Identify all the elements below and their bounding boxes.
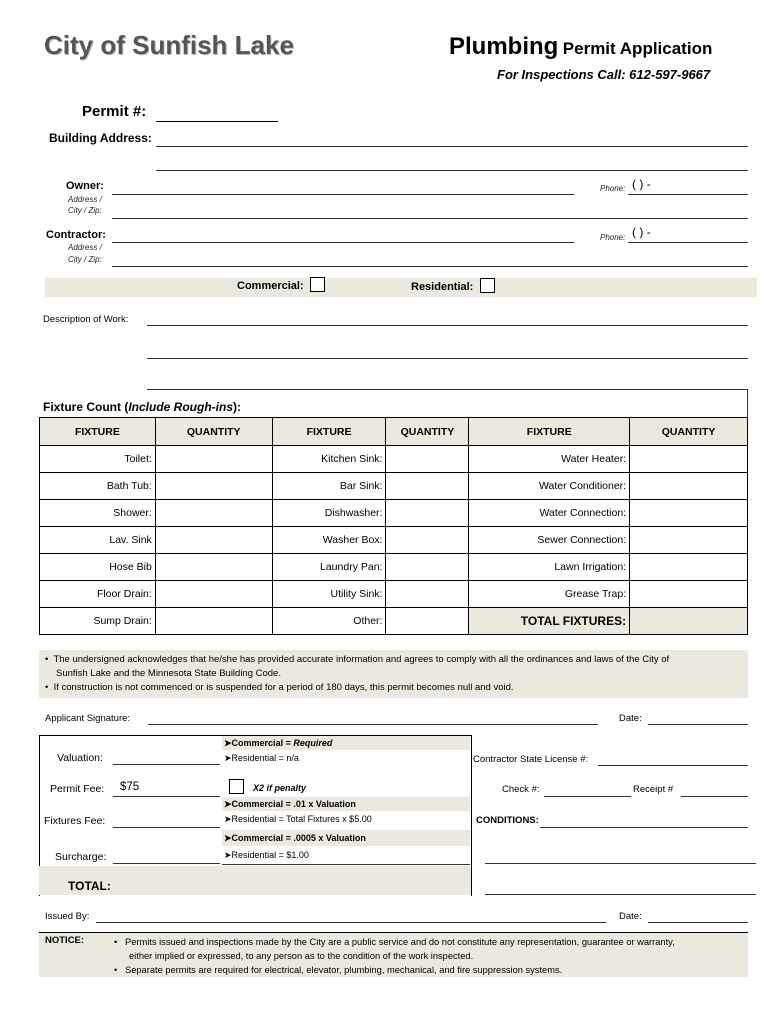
fixture-label: Lav. Sink: [40, 527, 156, 554]
license-label: Contractor State License #:: [473, 754, 589, 765]
acknowledgement-item-2: • If construction is not commenced or is suspended for a period of 180 days, this permit becomes null and void.: [45, 682, 514, 693]
notice-item-1: • Permits issued and inspections made by the City are a public service and do not constitute any representation, guarantee or warranty,: [114, 937, 675, 947]
permit-number-label: Permit #:: [82, 103, 147, 120]
quantity-cell[interactable]: [630, 527, 748, 554]
quantity-cell[interactable]: [155, 473, 272, 500]
quantity-cell[interactable]: [386, 608, 469, 635]
conditions-field-2[interactable]: [485, 863, 756, 864]
form-title-big: Plumbing: [449, 33, 559, 60]
fixture-label: Hose Bib: [40, 554, 156, 581]
penalty-checkbox[interactable]: [229, 779, 244, 794]
notice-item-2: • Separate permits are required for electrical, elevator, plumbing, mechanical, and fire suppression systems.: [114, 965, 563, 975]
acknowledgement-line-2: If construction is not commenced or is suspended for a period of 180 days, this permit becomes null and void.: [53, 682, 514, 693]
quantity-header: QUANTITY: [386, 418, 469, 446]
permit-fee-label: Permit Fee:: [50, 783, 105, 795]
quantity-cell[interactable]: [386, 554, 469, 581]
quantity-cell[interactable]: [630, 473, 748, 500]
check-label: Check #:: [502, 784, 540, 795]
fixture-label: Laundry Pan:: [272, 554, 386, 581]
surcharge-field[interactable]: [113, 863, 220, 864]
building-address-field-2[interactable]: [156, 170, 748, 171]
issued-by-label: Issued By:: [45, 911, 90, 922]
fixture-label: Utility Sink:: [272, 581, 386, 608]
fixture-label: Floor Drain:: [40, 581, 156, 608]
fixture-label: Lawn Irrigation:: [469, 554, 630, 581]
contractor-phone-label: Phone:: [600, 233, 626, 242]
fixture-count-title: [43, 400, 241, 414]
acknowledgement-item-1: • The undersigned acknowledges that he/she has provided accurate information and agrees to comply with all the ordinances and laws of the City of: [45, 654, 670, 665]
issued-date-label: Date:: [619, 911, 642, 922]
residential-label: Residential:: [411, 281, 474, 293]
city-title: City of Sunfish Lake: [44, 30, 294, 60]
table-row: [40, 473, 748, 500]
notice-item-1b: [114, 949, 754, 963]
building-address-label: Building Address:: [49, 131, 152, 145]
fixtures-note-b: Residential = Total Fixtures x $5.00: [231, 814, 372, 824]
owner-label: Owner:: [66, 180, 104, 192]
quantity-cell[interactable]: [155, 554, 272, 581]
quantity-header: QUANTITY: [155, 418, 272, 446]
fixtures-fee-label: Fixtures Fee:: [44, 815, 106, 827]
valuation-label: Valuation:: [57, 752, 103, 764]
applicant-signature-field[interactable]: [148, 724, 598, 725]
inspections-phone: For Inspections Call: 612-597-9667: [497, 67, 711, 82]
quantity-cell[interactable]: [386, 527, 469, 554]
fixture-label: Shower:: [40, 500, 156, 527]
acknowledgement-line-1b: Sunfish Lake and the Minnesota State Building Code.: [56, 668, 281, 679]
fixture-label: Sewer Connection:: [469, 527, 630, 554]
table-row: [40, 500, 748, 527]
permit-number-field[interactable]: [156, 121, 278, 122]
commercial-label: Commercial:: [237, 280, 304, 292]
quantity-cell[interactable]: [630, 500, 748, 527]
fixtures-note-residential: ➤Residential = Total Fixtures x $5.00: [224, 814, 372, 824]
quantity-cell[interactable]: [386, 581, 469, 608]
project-type-bar: [45, 278, 757, 297]
contractor-phone-field[interactable]: [628, 242, 748, 243]
notice-line-1b: either implied or expressed, to any person as to the condition of the work inspected.: [129, 951, 474, 961]
conditions-field-1[interactable]: [540, 827, 748, 828]
notice-line-1: Permits issued and inspections made by the City are a public service and do not constitute any representation, guarantee or warranty,: [125, 937, 675, 947]
fixture-title-a: Fixture Count (: [43, 400, 129, 414]
contractor-label: Contractor:: [46, 229, 106, 241]
notice-text: [114, 935, 754, 977]
receipt-label: Receipt #: [633, 784, 674, 795]
signature-date-field[interactable]: [648, 724, 748, 725]
applicant-signature-label: Applicant Signature:: [45, 713, 131, 724]
fixture-label: Other:: [272, 608, 386, 635]
owner-field[interactable]: [112, 194, 574, 195]
contractor-field[interactable]: [112, 242, 574, 243]
fixture-table: [39, 417, 748, 635]
form-title: [449, 33, 712, 61]
building-address-field[interactable]: [156, 146, 748, 147]
fixture-label: Kitchen Sink:: [272, 446, 386, 473]
commercial-checkbox[interactable]: [310, 277, 325, 292]
table-row: [40, 581, 748, 608]
form-title-rest: Permit Application: [562, 39, 713, 58]
fixtures-note-a: Commercial = .01 x Valuation: [231, 799, 356, 809]
conditions-label: CONDITIONS:: [476, 815, 539, 826]
contractor-address-label-2: City / Zip:: [68, 255, 102, 264]
table-row: [40, 554, 748, 581]
description-box-edge: [747, 390, 748, 417]
total-label: TOTAL:: [68, 879, 111, 893]
valuation-note-commercial: ➤Commercial = Required: [224, 738, 333, 748]
fixture-label: Water Conditioner:: [469, 473, 630, 500]
surcharge-label: Surcharge:: [55, 851, 107, 863]
owner-address-label-1: Address /: [68, 195, 102, 204]
fixture-label: Water Connection:: [469, 500, 630, 527]
description-field-3[interactable]: [147, 389, 748, 390]
fixture-header: FIXTURE: [40, 418, 156, 446]
quantity-cell[interactable]: [155, 608, 272, 635]
fixture-title-b: Include Rough-ins: [128, 400, 233, 414]
notice-line-2: Separate permits are required for electrical, elevator, plumbing, mechanical, and fire suppression systems.: [125, 965, 563, 975]
table-row: [40, 527, 748, 554]
surcharge-note-b: Residential = $1.00: [231, 850, 309, 860]
owner-address-field[interactable]: [112, 218, 748, 219]
quantity-cell[interactable]: [386, 473, 469, 500]
fixture-label: Bath Tub:: [40, 473, 156, 500]
fixture-label: Bar Sink:: [272, 473, 386, 500]
table-row: [40, 608, 748, 635]
fixture-header: FIXTURE: [272, 418, 386, 446]
surcharge-note-commercial: ➤Commercial = .0005 x Valuation: [224, 833, 366, 843]
notice-label: NOTICE:: [45, 935, 85, 946]
issued-date-field[interactable]: [648, 922, 748, 923]
fixture-label: Dishwasher:: [272, 500, 386, 527]
description-label: Description of Work:: [43, 314, 129, 325]
conditions-field-3[interactable]: [485, 894, 756, 895]
total-fixtures-label: TOTAL FIXTURES:: [469, 608, 630, 635]
owner-address-label-2: City / Zip:: [68, 206, 102, 215]
acknowledgement-item-1b: [45, 667, 745, 681]
fixture-title-c: ):: [233, 400, 241, 414]
quantity-header: QUANTITY: [630, 418, 748, 446]
surcharge-note-residential: ➤Residential = $1.00: [224, 850, 309, 860]
quantity-cell[interactable]: [630, 581, 748, 608]
valuation-field[interactable]: [113, 764, 220, 765]
quantity-cell[interactable]: [155, 527, 272, 554]
permit-fee-field[interactable]: [113, 796, 220, 797]
fixtures-note-commercial: ➤Commercial = .01 x Valuation: [224, 799, 356, 809]
fixture-label: Toilet:: [40, 446, 156, 473]
owner-phone-field[interactable]: [628, 194, 748, 195]
fixture-header: FIXTURE: [469, 418, 630, 446]
penalty-label: X2 if penalty: [253, 783, 307, 793]
valuation-note-a2: Required: [293, 738, 333, 748]
valuation-note-a: Commercial =: [231, 738, 294, 748]
owner-phone-mask: ( ) -: [632, 177, 651, 191]
residential-checkbox[interactable]: [480, 278, 495, 293]
check-field[interactable]: [544, 796, 631, 797]
description-field-1[interactable]: [147, 325, 748, 326]
total-fixtures-cell[interactable]: [630, 608, 748, 635]
fixtures-fee-field[interactable]: [113, 827, 220, 828]
valuation-note-residential: ➤Residential = n/a: [224, 753, 299, 763]
quantity-cell[interactable]: [630, 446, 748, 473]
quantity-cell[interactable]: [155, 581, 272, 608]
signature-date-label: Date:: [619, 713, 642, 724]
license-field[interactable]: [598, 765, 748, 766]
quantity-cell[interactable]: [630, 554, 748, 581]
quantity-cell[interactable]: [386, 446, 469, 473]
acknowledgement-text: [45, 653, 745, 695]
receipt-field[interactable]: [681, 796, 748, 797]
surcharge-note-a: Commercial = .0005 x Valuation: [231, 833, 366, 843]
contractor-phone-mask: ( ) -: [632, 225, 651, 239]
quantity-cell[interactable]: [155, 446, 272, 473]
contractor-address-field[interactable]: [112, 266, 748, 267]
table-row: [40, 446, 748, 473]
quantity-cell[interactable]: [386, 500, 469, 527]
valuation-note-b: Residential = n/a: [231, 753, 299, 763]
acknowledgement-line-1: The undersigned acknowledges that he/she has provided accurate information and agrees to comply with all the ordinances and laws of the City of: [53, 654, 670, 665]
issued-by-field[interactable]: [96, 922, 606, 923]
owner-phone-label: Phone:: [600, 184, 626, 193]
fixture-label: Washer Box:: [272, 527, 386, 554]
fixture-header-row: [40, 418, 748, 446]
quantity-cell[interactable]: [155, 500, 272, 527]
permit-fee-value: $75: [120, 781, 140, 793]
contractor-address-label-1: Address /: [68, 243, 102, 252]
surcharge-divider: [222, 864, 470, 865]
fixture-label: Sump Drain:: [40, 608, 156, 635]
description-field-2[interactable]: [147, 358, 748, 359]
fixture-label: Water Heater:: [469, 446, 630, 473]
fixture-label: Grease Trap:: [469, 581, 630, 608]
